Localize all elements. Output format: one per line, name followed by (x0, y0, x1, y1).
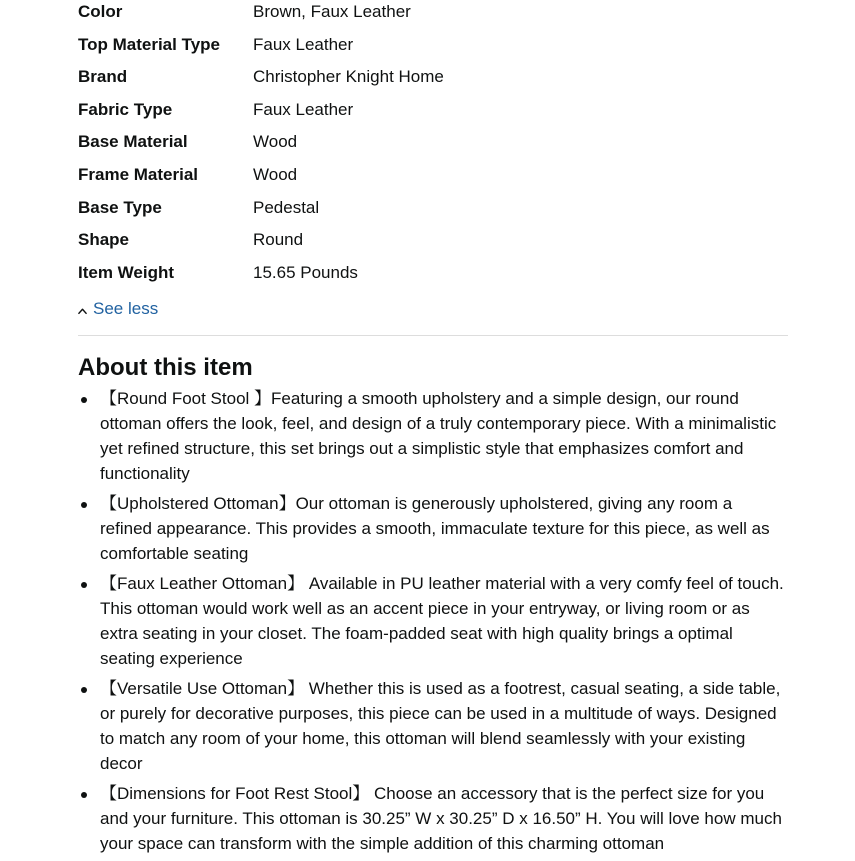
spec-row-fabric-type (78, 98, 788, 131)
about-bullet-list (78, 386, 788, 856)
spec-key: Top Material Type (78, 34, 221, 54)
bullet-icon (81, 792, 87, 798)
bullet-text: 【Round Foot Stool 】Featuring a smooth upholstery and a simple design, our round ottoman offers the look, feel, and design of a truly contemporary piece. With a minimalistic yet refined structure, this set brings out a simplistic style that emphasizes comfort and functionality (100, 389, 777, 484)
list-item (78, 676, 788, 776)
bullet-icon (81, 582, 87, 588)
spec-key: Base Material (78, 132, 188, 152)
spec-row-shape (78, 228, 788, 261)
section-divider (78, 335, 788, 336)
spec-value: Faux Leather (253, 99, 354, 119)
bullet-icon (81, 502, 87, 508)
product-details-panel (78, 0, 788, 861)
bullet-icon (81, 397, 87, 403)
bullet-text: 【Dimensions for Foot Rest Stool】 Choose an accessory that is the perfect size for you and your furniture. This ottoman is 30.25” W x 30.25” D x 16.50” H. You will love how much your space can transform with the simple addition of this charming ottoman (100, 784, 782, 854)
spec-row-base-type (78, 196, 788, 229)
spec-row-frame-material (78, 163, 788, 196)
bullet-text: 【Upholstered Ottoman】Our ottoman is generously upholstered, giving any room a refined appearance. This provides a smooth, immaculate texture for this piece, as well as comfortable seating (100, 494, 770, 564)
spec-value: Wood (253, 164, 298, 184)
spec-key: Fabric Type (78, 99, 173, 119)
spec-value: Faux Leather (253, 34, 354, 54)
spec-key: Frame Material (78, 164, 198, 184)
spec-value: Christopher Knight Home (253, 67, 444, 87)
spec-key: Color (78, 2, 123, 21)
spec-value: Brown, Faux Leather (253, 2, 411, 21)
spec-key: Brand (78, 67, 128, 87)
product-specs-table (78, 0, 788, 293)
list-item (78, 491, 788, 566)
spec-value: Wood (253, 132, 298, 152)
see-less-link[interactable] (78, 296, 788, 322)
see-less-label[interactable]: See less (93, 299, 159, 319)
spec-key: Item Weight (78, 262, 175, 282)
bullet-icon (81, 687, 87, 693)
chevron-up-icon (78, 307, 87, 316)
bullet-text: 【Faux Leather Ottoman】 Available in PU leather material with a very comfy feel of touch. This ottoman would work well as an accent piece in your entryway, or living room or as extra seating in your closet. The foam-padded seat with high quality brings a optimal seating experience (100, 574, 784, 669)
spec-value: 15.65 Pounds (253, 262, 358, 282)
spec-key: Base Type (78, 197, 162, 217)
spec-key: Shape (78, 230, 130, 250)
spec-value: Round (253, 230, 304, 250)
spec-row-base-material (78, 130, 788, 163)
bullet-text: 【Versatile Use Ottoman】 Whether this is used as a footrest, casual seating, a side table, or purely for decorative purposes, this piece can be used in a multitude of ways. Designed to match any room of your home, this ottoman will blend seamlessly with your existing decor (100, 679, 781, 774)
spec-row-color (78, 0, 788, 33)
spec-value: Pedestal (253, 197, 320, 217)
list-item (78, 781, 788, 856)
list-item (78, 386, 788, 486)
list-item (78, 571, 788, 671)
spec-row-item-weight (78, 261, 788, 294)
spec-row-top-material-type (78, 33, 788, 66)
spec-row-brand (78, 65, 788, 98)
about-section-title: About this item (78, 354, 253, 382)
